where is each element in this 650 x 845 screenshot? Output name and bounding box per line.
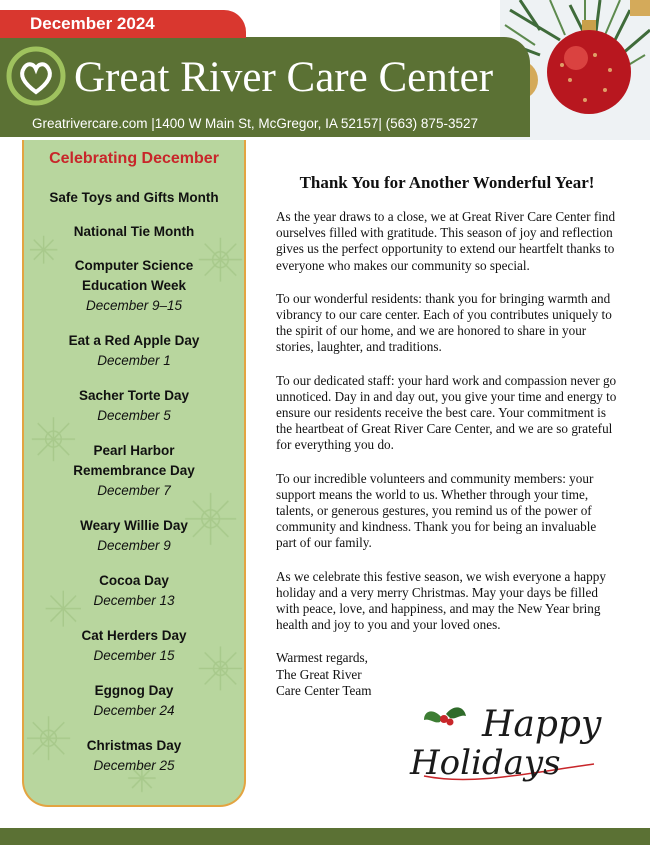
event-name: Computer Science Education Week [74,258,194,293]
event-item [24,441,244,501]
event-name: Eat a Red Apple Day [68,333,200,348]
heart-logo-icon [4,44,68,108]
article-paragraph: To our wonderful residents: thank you for bringing warmth and vibrancy to our care center. Each of you contributes uniquely to the spirit of our home, and we are honored to share in your stories, laughter, and traditions. [276,290,612,355]
article-paragraph: As the year draws to a close, we at Great River Care Center find ourselves filled with gratitude. This season of joy and reflection gives us the perfect opportunity to extend our heartfelt thanks to everyone who makes our community so special. [276,209,616,273]
event-item [24,386,244,426]
article-paragraph: To our dedicated staff: your hard work and compassion never go unnoticed. Day in and day out, you give your time and energy to ensure our residents receive the best care. Your commitment is the heartbeat of Great River Care Center, and we are so grateful for everything you do. [276,372,617,453]
event-date: December 24 [93,703,175,718]
event-date: December 25 [93,758,175,773]
event-name: Sacher Torte Day [78,388,190,403]
signoff [276,650,396,699]
thank-you-article [276,172,618,699]
event-name: Cat Herders Day [81,628,187,643]
article-title: Thank You for Another Wonderful Year! [299,173,595,192]
event-date: December 5 [97,408,171,423]
signoff-line: Care Center Team [276,682,372,698]
article-paragraph: As we celebrate this festive season, we wish everyone a happy holiday and a very merry Christmas. May your days be filled with peace, love, and happiness, and may the New Year bring health and joy to you and your loved ones. [276,568,606,633]
contact-line: Greatrivercare.com |1400 W Main St, McGregor, IA 52157| (563) 875-3527 [32,116,478,131]
event-item [24,681,244,721]
holly-icon [424,707,466,725]
event-list [24,188,244,776]
event-date: December 13 [93,593,175,608]
event-item [24,516,244,556]
holidays-text: Holidays [410,743,561,783]
event-name: Eggnog Day [94,683,174,698]
footer-bar [0,828,650,845]
event-item [24,736,244,776]
event-date: December 15 [93,648,175,663]
event-item [24,626,244,666]
happy-holidays-graphic [404,694,616,786]
event-item [24,188,244,208]
event-item [24,571,244,611]
center-name-title: Great River Care Center [74,54,494,101]
event-date: December 9–15 [85,298,183,313]
event-item [24,256,244,316]
event-date: December 1 [97,353,171,368]
event-name: Cocoa Day [99,573,169,588]
event-name: Weary Willie Day [80,518,188,533]
event-item [24,331,244,371]
signoff-line: Warmest regards, [276,650,368,666]
event-date: December 9 [97,538,171,553]
event-date: December 7 [97,483,171,498]
happy-text: Happy [482,704,602,745]
article-paragraph: To our incredible volunteers and community members: your support means the world to us. Whether through your time, talents, or generous gestures, you remind us of the power of community and kindness. Thank you for being an invaluable part of our family. [276,470,597,551]
sidebar-heading: Celebrating December [49,150,219,167]
event-name: Pearl Harbor Remembrance Day [73,443,195,478]
celebrating-december-sidebar [22,140,246,807]
event-name: Christmas Day [86,738,182,753]
event-item [24,222,244,242]
issue-date-tab: December 2024 [0,10,246,38]
event-name: National Tie Month [73,224,195,239]
signoff-line: The Great River [276,666,362,682]
event-name: Safe Toys and Gifts Month [49,190,219,205]
